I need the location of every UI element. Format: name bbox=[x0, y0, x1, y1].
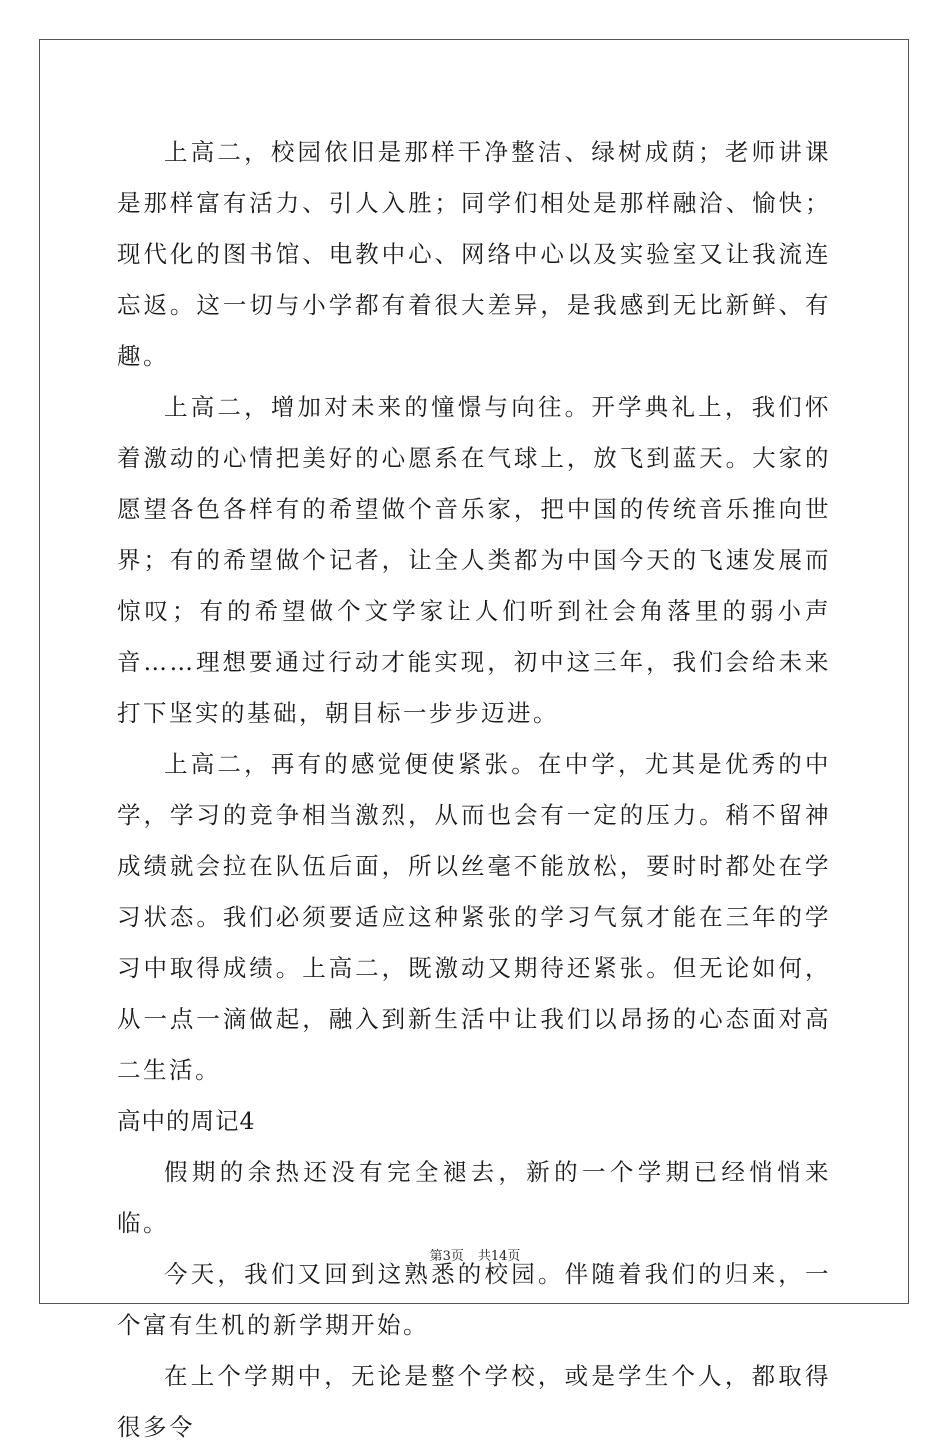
paragraph: 假期的余热还没有完全褪去，新的一个学期已经悄悄来临。 bbox=[117, 1158, 831, 1237]
page-footer bbox=[0, 1245, 950, 1264]
paragraph: 在上个学期中，无论是整个学校，或是学生个人，都取得很多令 bbox=[117, 1362, 831, 1441]
page-number: 第3页 bbox=[429, 1249, 464, 1264]
paragraph: 上高二，增加对未来的憧憬与向往。开学典礼上，我们怀着激动的心情把美好的心愿系在气球上，放飞到蓝天。大家的愿望各色各样有的希望做个音乐家，把中国的传统音乐推向世界；有的希望做个记者，让全人类都为中国今天的飞速发展而惊叹；有的希望做个文学家让人们听到社会角落里的弱小声音……理想要通过行动才能实现，初中这三年，我们会给未来打下坚实的基础，朝目标一步步迈进。 bbox=[117, 393, 831, 727]
paragraph: 今天，我们又回到这熟悉的校园。伴随着我们的归来，一个富有生机的新学期开始。 bbox=[117, 1260, 831, 1339]
page-total: 共14页 bbox=[477, 1249, 521, 1264]
paragraph: 上高二，校园依旧是那样干净整洁、绿树成荫；老师讲课是那样富有活力、引人入胜；同学们相处是那样融洽、愉快；现代化的图书馆、电教中心、网络中心以及实验室又让我流连忘返。这一切与小学都有着很大差异，是我感到无比新鲜、有趣。 bbox=[117, 138, 831, 370]
paragraph: 上高二，再有的感觉便使紧张。在中学，尤其是优秀的中学，学习的竞争相当激烈，从而也会有一定的压力。稍不留神成绩就会拉在队伍后面，所以丝毫不能放松，要时时都处在学习状态。我们必须要适应这种紧张的学习气氛才能在三年的学习中取得成绩。上高二，既激动又期待还紧张。但无论如何，从一点一滴做起，融入到新生活中让我们以昂扬的心态面对高二生活。 bbox=[117, 750, 831, 1084]
section-heading: 高中的周记4 bbox=[117, 1107, 256, 1135]
